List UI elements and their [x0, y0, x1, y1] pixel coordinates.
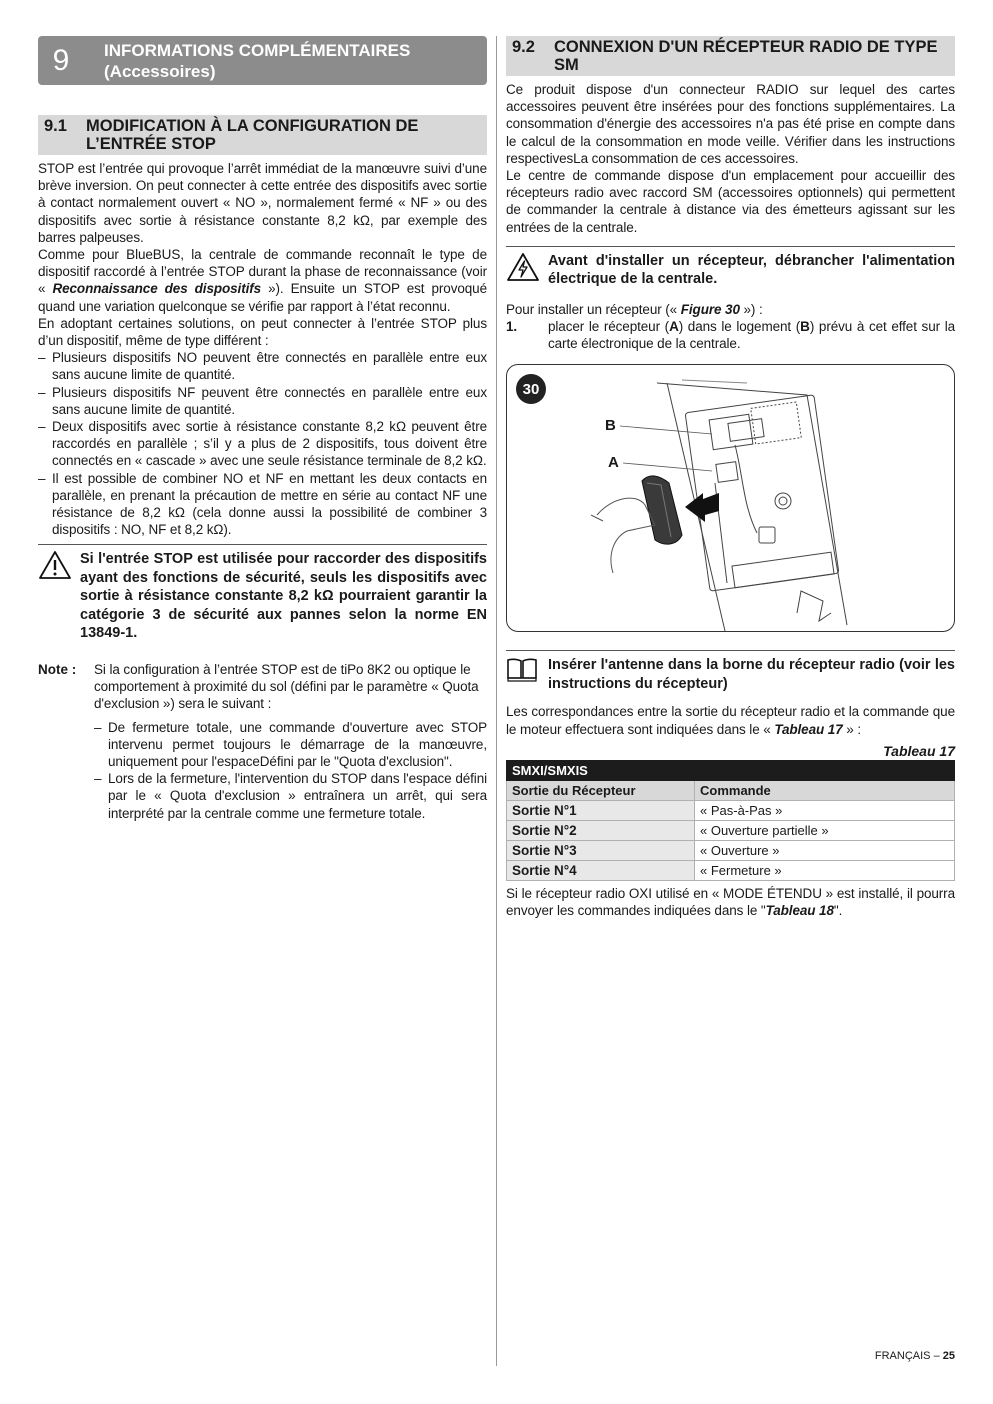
paragraph: Les correspondances entre la sortie du récepteur radio et la commande que le moteur effectuera sont indiquées dans le « Tableau 17 » :: [506, 704, 955, 737]
table-reference-link[interactable]: Tableau 18: [765, 903, 834, 919]
page-footer: FRANÇAIS – 25: [874, 1350, 955, 1362]
list-item: – Lors de la fermeture, l'intervention du STOP dans l'espace défini par le « Quota d'exclusion » entraînera un arrêt, qui sera interprété par la centrale comme une fermeture totale.: [94, 771, 487, 821]
receiver-installation-illustration: [507, 365, 954, 631]
left-column: [38, 36, 487, 822]
warning-triangle-icon: [38, 550, 80, 643]
receiver-output-table: [506, 760, 955, 881]
warning-text: Avant d'installer un récepteur, débrancher l'alimentation électrique de la centrale.: [548, 252, 955, 288]
paragraph: Le centre de commande dispose d'un emplacement pour accueillir des récepteurs radio avec raccord SM (accessoires optionnels) qui permettent de commander la centrale à distance via des émetteurs agissant sur les entrées de la centrale.: [506, 168, 955, 235]
table-row: Sortie N°2 « Ouverture partielle »: [507, 820, 955, 840]
list-item: – Plusieurs dispositifs NO peuvent être connectés en parallèle entre eux sans aucune limite de quantité.: [38, 350, 487, 383]
note-label: Note :: [38, 661, 77, 677]
note-text: Si la configuration à l’entrée STOP est de tiPo 8K2 ou optique le comportement à proximité du sol (défini par le paramètre « Quota d'exclusion ») sera le suivant :: [94, 661, 479, 712]
section-number: 9.1: [44, 117, 67, 135]
section-9-2-header: [506, 36, 955, 76]
column-divider: [496, 36, 497, 1366]
reference-link[interactable]: Reconnaissance des dispositifs: [52, 281, 262, 297]
list-item: – Deux dispositifs avec sortie à résistance constante 8,2 kΩ peuvent être raccordés en parallèle ; s’il y a plus de 2 dispositifs, tous doivent être connectés en « cascade » avec une seule résistance terminale de 8,2 kΩ.: [38, 419, 487, 469]
callout-label-b: B: [605, 417, 616, 435]
table-row: Sortie N°4 « Fermeture »: [507, 860, 955, 880]
electrical-warning: [506, 246, 955, 289]
callout-label-a: A: [608, 454, 619, 472]
note-block: [38, 661, 487, 822]
stop-device-list: [38, 349, 487, 538]
step-item: 1. placer le récepteur (A) dans le logement (B) prévu à cet effet sur la carte électronique de la centrale.: [506, 319, 955, 352]
list-item: – Plusieurs dispositifs NF peuvent être connectés en parallèle entre eux sans aucune limite de quantité.: [38, 384, 487, 417]
section-title: CONNEXION D'UN RÉCEPTEUR RADIO DE TYPE SM: [554, 38, 938, 74]
info-note: [506, 650, 955, 693]
paragraph: Si le récepteur radio OXI utilisé en « MODE ÉTENDU » est installé, il pourra envoyer les commandes indiquées dans le "Tableau 18".: [506, 885, 955, 919]
table-title-row: SMXI/SMXIS: [507, 760, 955, 780]
right-column: [506, 36, 955, 919]
table-reference-link[interactable]: Tableau 17: [774, 721, 843, 737]
table-caption: Tableau 17: [883, 742, 955, 759]
table-row: Sortie N°1 « Pas-à-Pas »: [507, 800, 955, 820]
figure-number-badge: 30: [516, 374, 546, 404]
section-title: MODIFICATION À LA CONFIGURATION DE L’ENTRÉE STOP: [86, 117, 419, 153]
table-row: Sortie N°3 « Ouverture »: [507, 840, 955, 860]
manual-book-icon: [506, 656, 548, 693]
electrical-hazard-icon: [506, 252, 548, 289]
chapter-header: [38, 36, 487, 85]
paragraph: Ce produit dispose d'un connecteur RADIO sur lequel des cartes accessoires peuvent être insérées pour des fonctions supplémentaires. La consommation d'énergie des accessoires n'a pas été prise en compte dans le calcul de la consommation en mode veille. Vérifier dans les instructions respectivesLa consommation de ces accessoires.: [506, 82, 955, 166]
list-item: – Il est possible de combiner NO et NF en mettant les deux contacts en parallèle, en prenant la précaution de mettre en série au contact NF une résistance de 8,2 kΩ (cela donne aussi la possibilité de combiner 3 dispositifs : NO, NF et 8,2 kΩ).: [38, 470, 487, 538]
section-number: 9.2: [512, 38, 535, 56]
list-item: – De fermeture totale, une commande d'ouverture avec STOP intervenu permet toujours le démarrage de la manœuvre, uniquement pour l'espaceDéfini par le "Quota d'exclusion".: [94, 719, 487, 769]
paragraph: En adoptant certaines solutions, on peut connecter à l’entrée STOP plus d’un dispositif, même de type différent :: [38, 315, 487, 349]
paragraph: STOP est l’entrée qui provoque l’arrêt immédiat de la manœuvre suivi d’une brève inversion. On peut connecter à cette entrée des dispositifs avec sortie à contact normalement ouvert « NO », normalement fermé « NF » ou des dispositifs avec sortie à résistance constante 8,2 kΩ, par exemple des barres palpeuses.: [38, 161, 487, 245]
section-9-1-header: [38, 115, 487, 155]
info-text: Insérer l'antenne dans la borne du récepteur radio (voir les instructions du récepteur): [548, 657, 955, 692]
step-number: 1.: [506, 319, 518, 335]
figure-30: [506, 364, 955, 632]
warning-text: Si l'entrée STOP est utilisée pour raccorder des dispositifs ayant des fonctions de sécurité, seuls les dispositifs avec sortie à résistance constante 8,2 kΩ pourraient garantir la catégorie 3 de sécurité aux pannes selon la norme EN 13849-1.: [80, 551, 487, 642]
chapter-title: INFORMATIONS COMPLÉMENTAIRES (Accessoires): [104, 40, 411, 81]
page-number: 25: [942, 1350, 955, 1362]
paragraph: Pour installer un récepteur (« Figure 30 ») :: [506, 301, 763, 317]
safety-warning: [38, 544, 487, 643]
paragraph: Comme pour BlueBUS, la centrale de commande reconnaît le type de dispositif raccordé à l’entrée STOP durant la phase de reconnaissance (voir « Reconnaissance des dispositifs »). Ensuite un STOP est provoqué quand une variation quelconque se vérifie par rapport à l’état reconnu.: [38, 247, 487, 314]
table-header-row: Sortie du Récepteur Commande: [507, 780, 955, 800]
figure-reference-link[interactable]: Figure 30: [680, 301, 740, 317]
chapter-number: 9: [52, 43, 70, 77]
